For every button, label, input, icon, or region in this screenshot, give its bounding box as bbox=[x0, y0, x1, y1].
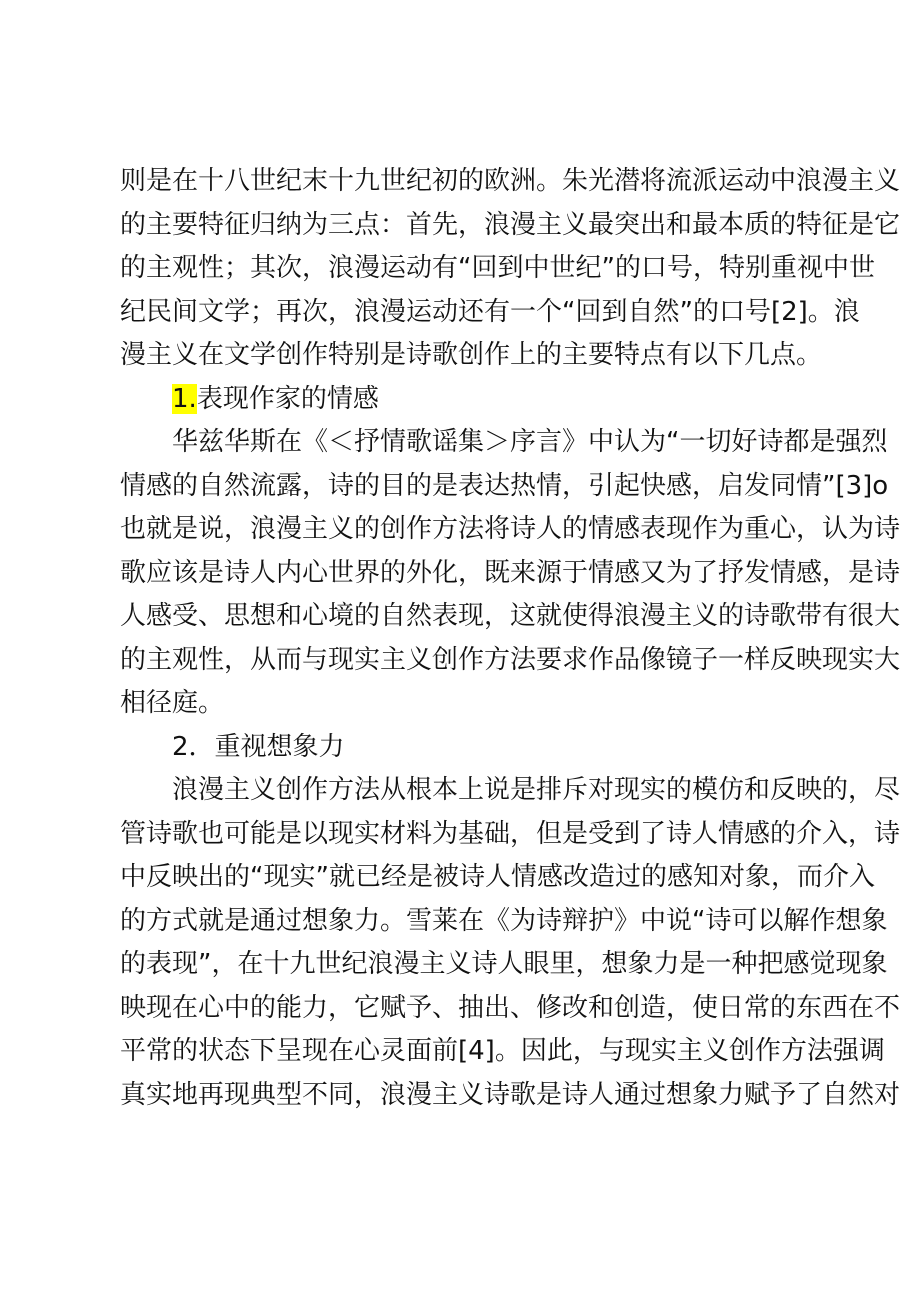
text-line: 真实地再现典型不同，浪漫主义诗歌是诗人通过想象力赋予了自然对 bbox=[120, 1079, 901, 1110]
document-body bbox=[120, 160, 901, 1117]
text-line: 情感的自然流露，诗的目的是表达热情，引起快感，启发同情”[3]o bbox=[120, 470, 889, 501]
section-heading-2: 2．重视想象力 bbox=[172, 731, 345, 762]
text-line: 相径庭。 bbox=[120, 688, 225, 718]
text-line: 的主观性，从而与现实主义创作方法要求作品像镜子一样反映现实大 bbox=[120, 644, 901, 675]
highlighted-section-number: 1. bbox=[172, 383, 197, 414]
text-line: 则是在十八世纪末十九世纪初的欧洲。朱光潜将流派运动中浪漫主义 bbox=[120, 166, 901, 196]
text-line: 映现在心中的能力，它赋予、抽出、修改和创造，使日常的东西在不 bbox=[120, 992, 901, 1023]
text-line: 管诗歌也可能是以现实材料为基础，但是受到了诗人情感的介入，诗 bbox=[120, 818, 901, 849]
text-line: 的主要特征归纳为三点：首先，浪漫主义最突出和最本质的特征是它 bbox=[120, 209, 901, 240]
section-heading-1 bbox=[120, 378, 810, 422]
paragraph-3 bbox=[120, 769, 901, 1117]
text-line: 漫主义在文学创作特别是诗歌创作上的主要特点有以下几点。 bbox=[120, 340, 823, 370]
text-line: 也就是说，浪漫主义的创作方法将诗人的情感表现作为重心，认为诗 bbox=[120, 514, 901, 544]
text-line: 浪漫主义创作方法从根本上说是排斥对现实的模仿和反映的，尽 bbox=[172, 775, 901, 805]
text-line: 的主观性；其次，浪漫运动有“回到中世纪”的口号，特别重视中世 bbox=[120, 253, 875, 283]
text-line: 中反映出的“现实”就已经是被诗人情感改造过的感知对象，而介入 bbox=[120, 862, 875, 892]
section-heading-text: 表现作家的情感 bbox=[196, 383, 379, 414]
text-line: 人感受、思想和心境的自然表现，这就使得浪漫主义的诗歌带有很大 bbox=[120, 601, 901, 631]
paragraph-2 bbox=[120, 421, 901, 726]
text-line: 华兹华斯在《＜抒情歌谣集＞序言》中认为“一切好诗都是强烈 bbox=[172, 427, 888, 457]
text-line: 平常的状态下呈现在心灵面前[4]。因此，与现实主义创作方法强调 bbox=[120, 1036, 885, 1066]
text-line: 的方式就是通过想象力。雪莱在《为诗辩护》中说“诗可以解作想象 bbox=[120, 905, 888, 936]
paragraph-1 bbox=[120, 160, 901, 378]
text-line: 歌应该是诗人内心世界的外化，既来源于情感又为了抒发情感，是诗 bbox=[120, 557, 901, 588]
text-line: 纪民间文学；再次，浪漫运动还有一个“回到自然”的口号[2]。浪 bbox=[120, 296, 860, 327]
text-line: 的表现”，在十九世纪浪漫主义诗人眼里，想象力是一种把感觉现象 bbox=[120, 949, 888, 979]
